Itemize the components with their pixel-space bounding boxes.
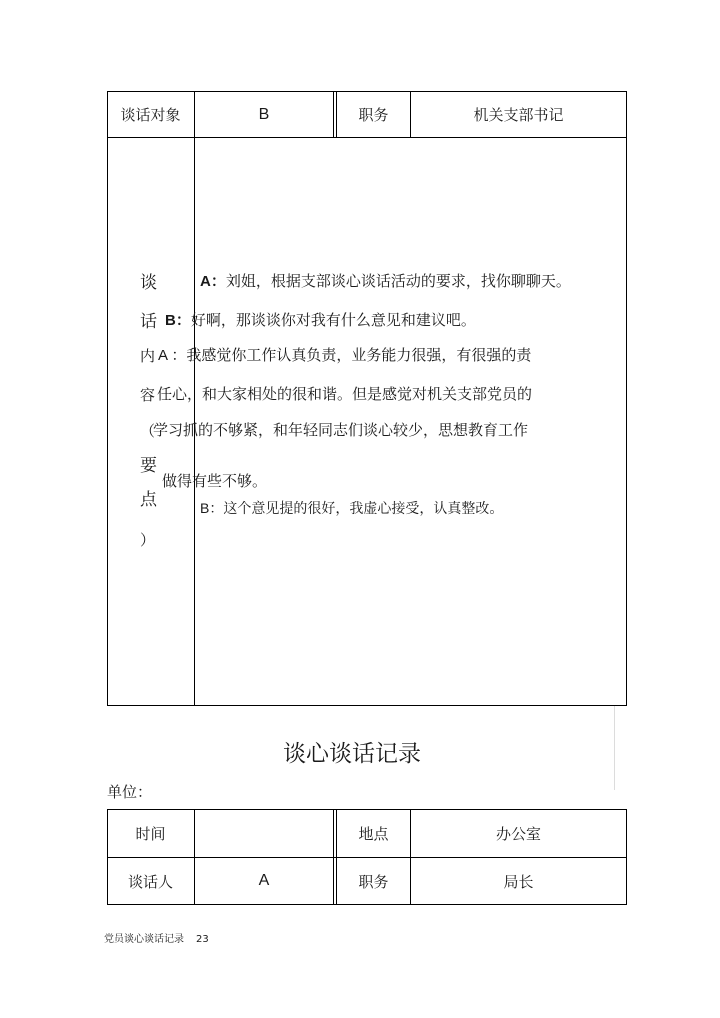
table-border-bottom <box>107 904 627 905</box>
page-footer <box>104 933 209 947</box>
dialogue-text: 我感觉你工作认真负责，业务能力很强，有很强的责 <box>186 346 532 364</box>
dialogue-line <box>200 271 571 292</box>
table-row-divider <box>107 137 627 138</box>
speaker-label: A ： <box>158 347 187 364</box>
content-label-char: 要 <box>140 456 157 476</box>
page-number: 23 <box>196 934 209 945</box>
table-border-left <box>107 91 108 705</box>
content-label-char: 内 <box>140 347 156 365</box>
dialogue-line <box>153 420 528 440</box>
dialogue-text: 好啊，那谈谈你对我有什么意见和建议吧。 <box>190 311 476 329</box>
content-label-char: 点 <box>140 490 157 510</box>
position-label: 职务 <box>358 106 389 124</box>
page-title: 谈心谈话记录 <box>283 741 421 767</box>
content-label-char: 容 <box>140 386 156 404</box>
place-label: 地点 <box>358 825 389 843</box>
scan-artifact-line <box>614 706 615 790</box>
dialogue-text: 任心，和大家相处的很和谐。但是感觉对机关支部党员的 <box>157 385 533 403</box>
table-border-bottom <box>107 705 627 706</box>
talker-label: 谈话人 <box>127 872 173 891</box>
time-label: 时间 <box>135 825 166 843</box>
dialogue-line <box>165 310 476 331</box>
unit-label: 单位： <box>107 783 153 801</box>
dialogue-line <box>162 471 267 491</box>
dialogue-text: 学习抓的不够紧，和年轻同志们谈心较少，思想教育工作 <box>153 421 529 439</box>
dialogue-text: 刘姐，根据支部谈心谈话活动的要求，找你聊聊天。 <box>225 272 571 290</box>
time-value <box>195 810 333 857</box>
subject-value: B <box>258 105 270 123</box>
dialogue-text: 做得有些不够。 <box>162 472 268 490</box>
content-label-char: （ <box>140 422 156 440</box>
speaker-label: A： <box>200 273 226 290</box>
speaker-label: B： <box>200 500 224 516</box>
position-label: 职务 <box>358 872 389 891</box>
place-value: 办公室 <box>495 825 541 843</box>
content-label-char: ） <box>140 531 156 549</box>
table-border-right <box>626 809 627 904</box>
footer-text: 党员谈心谈话记录 <box>104 934 184 945</box>
content-label-char: 话 <box>140 312 157 332</box>
talker-value: A <box>258 872 270 889</box>
content-label-char: 谈 <box>140 273 157 293</box>
speaker-label: B： <box>165 312 191 329</box>
table-border-right <box>626 91 627 705</box>
dialogue-line <box>157 384 532 404</box>
subject-label: 谈话对象 <box>120 106 181 124</box>
dialogue-line <box>158 345 531 366</box>
position-value: 机关支部书记 <box>473 106 564 124</box>
dialogue-text: 这个意见提的很好，我虚心接受，认真整改。 <box>223 501 504 517</box>
dialogue-line <box>200 498 503 519</box>
position-value: 局长 <box>503 872 534 891</box>
